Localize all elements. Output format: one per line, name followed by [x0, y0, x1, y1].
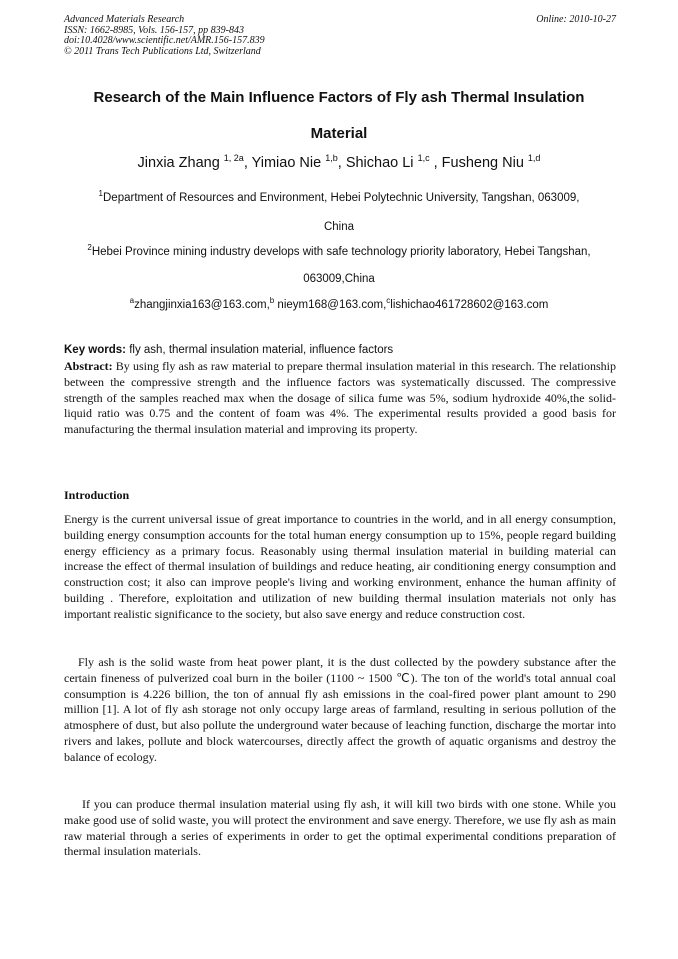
- affiliation-text: Hebei Province mining industry develops with safe technology priority laboratory, Hebei Tangshan,: [91, 246, 591, 258]
- author-affiliation-sup: 1,b: [325, 153, 338, 163]
- affiliation-2-postcode: 063009,China: [303, 273, 375, 285]
- online-date: Online: 2010-10-27: [536, 14, 616, 25]
- email-list: [40, 296, 638, 311]
- email-address: lishichao461728602@163.com: [390, 299, 549, 311]
- abstract-label: Abstract:: [64, 359, 113, 373]
- section-heading-introduction: Introduction: [64, 488, 130, 502]
- paragraph: Fly ash is the solid waste from heat power plant, it is the dust collected by the powdery substance after the certain fineness of pulverized coal burn in the boiler (1100 ~ 1500 ℃). The ton of the world's total annual coal consumption is 4.226 billion, the ton of annual fly ash emissions in the coal-fired power plant amount to 290 million [1]. A lot of fly ash storage not only occupy large areas of farmland, resulting in serious pollution of the atmosphere of dust, but also pollute the underground water because of leaching function, discharge the mortar into rivers and lakes, pollute and block watercourses, directly affect the growth of aquatic organisms and destroy the balance of ecology.: [64, 655, 616, 764]
- abstract-text: By using fly ash as raw material to prepare thermal insulation material in this research. The relationship between the compressive strength and the influence factors was systematically discussed. The compressive strength of the samples reached max when the dosage of silica fume was 5%, sodium hydroxide 40%,the solid-liquid ratio was 0.75 and the content of foam was 4%. The experimental results provided a good basis for manufacturing the thermal insulation material and improving its property.: [64, 359, 616, 437]
- author-list: [40, 155, 638, 171]
- author-affiliation-sup: 1,c: [417, 153, 430, 163]
- affiliation-text: Department of Resources and Environment, Hebei Polytechnic University, Tangshan, 063009,: [103, 192, 580, 204]
- author-name: Fusheng Niu: [441, 155, 528, 171]
- keywords-label: Key words:: [64, 344, 126, 356]
- keywords-text: fly ash, thermal insulation material, influence factors: [126, 344, 394, 356]
- abstract: [64, 359, 616, 438]
- author-separator: ,: [429, 155, 442, 171]
- paragraph: If you can produce thermal insulation material using fly ash, it will kill two birds with one stone. While you make good use of solid waste, you will protect the environment and save energy. Therefore, we use fly ash as main raw material through a series of experiments in order to get the optimal experimental conditions preparation of thermal insulation materials.: [64, 797, 616, 859]
- doi-line: doi:10.4028/www.scientific.net/AMR.156-157.839: [64, 35, 265, 46]
- paper-title-line-2: Material: [310, 125, 368, 142]
- email-sup: a: [129, 296, 135, 305]
- keywords: [64, 344, 616, 356]
- author-affiliation-sup: 1, 2a: [223, 153, 244, 163]
- affiliation-2: [40, 243, 638, 258]
- affiliation-1-country: China: [323, 221, 355, 233]
- journal-name: Advanced Materials Research: [64, 14, 185, 25]
- author-separator: ,: [243, 155, 252, 171]
- author-name: Shichao Li: [345, 155, 418, 171]
- issn-line: ISSN: 1662-8985, Vols. 156-157, pp 839-843: [64, 24, 244, 36]
- affiliation-sup: 1: [98, 189, 103, 198]
- email-sup: c: [386, 296, 391, 305]
- email-address: nieym168@163.com,: [274, 299, 387, 311]
- email-address: zhangjinxia163@163.com,: [134, 299, 270, 311]
- author-affiliation-sup: 1,d: [527, 153, 541, 163]
- affiliation-1: [40, 189, 638, 204]
- copyright-line: © 2011 Trans Tech Publications Ltd, Switzerland: [64, 45, 261, 57]
- affiliation-sup: 2: [87, 243, 92, 252]
- email-sup: b: [269, 296, 275, 305]
- paragraph: Energy is the current universal issue of great importance to countries in the world, and in all energy consumption, building energy consumption accounts for the total human energy consumption up to 15%, people regard building energy efficiency as a primary focus. Reasonably using thermal insulation material in building material can increase the effect of thermal insulation of buildings and reduce heating, air conditioning energy consumption and construction cost; it also can improve people's living and working environment, enhance the human affinity of building . Therefore, exploitation and utilization of new building thermal insulation materials not only has important realistic significance to the society, but also save energy and reduce construction cost.: [64, 512, 616, 621]
- author-name: Yimiao Nie: [251, 155, 326, 171]
- author-separator: ,: [337, 155, 346, 171]
- paper-title-line-1: Research of the Main Influence Factors of Fly ash Thermal Insulation: [93, 89, 585, 106]
- author-name: Jinxia Zhang: [137, 155, 224, 171]
- journal-header: [64, 15, 616, 57]
